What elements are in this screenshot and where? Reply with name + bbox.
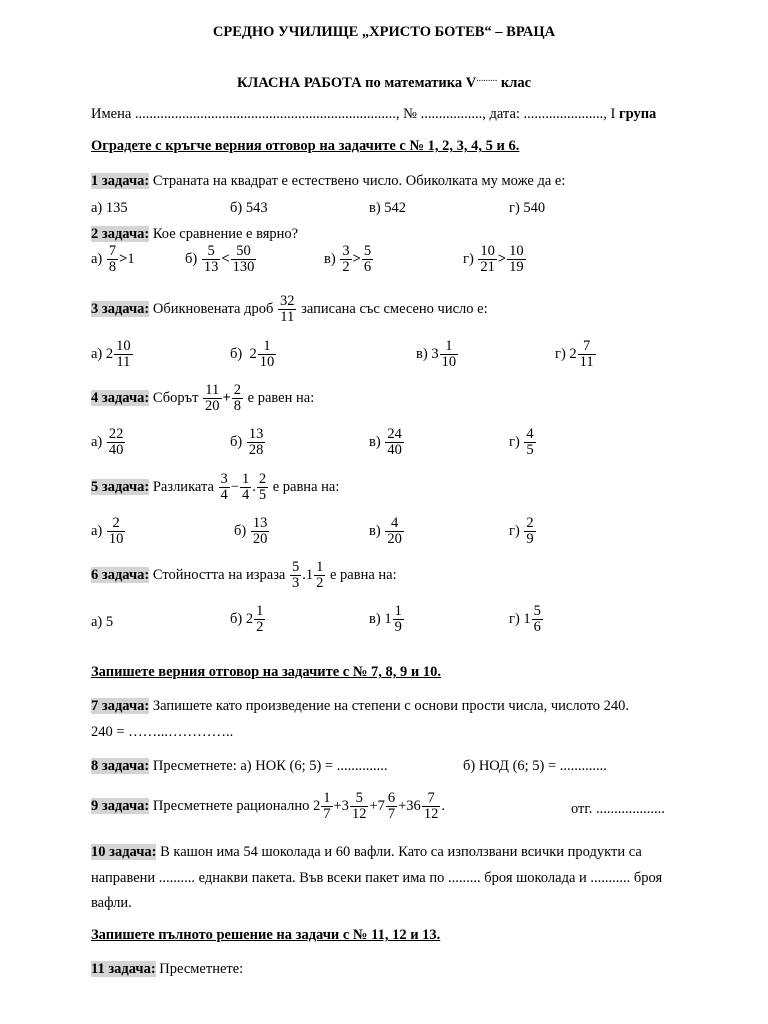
fraction: [278, 294, 297, 325]
text-run: .: [302, 567, 306, 584]
task-label: 5 задача:: [91, 479, 150, 496]
task-8-part-b: б) НОД (6; 5) = .............: [463, 758, 607, 774]
fraction: [254, 604, 265, 635]
denominator: 10: [259, 354, 275, 371]
numerator: 1: [394, 603, 402, 619]
fraction: [258, 339, 277, 370]
task-10-line-1: [91, 844, 642, 861]
task-4-question: [91, 383, 314, 414]
fraction: [232, 383, 243, 414]
numerator: 5: [533, 603, 541, 619]
fraction: [362, 244, 373, 275]
numerator: 10: [509, 243, 524, 259]
denominator: 21: [480, 259, 495, 276]
task-5-option-a: [91, 516, 126, 547]
fraction: [440, 339, 459, 370]
numerator: 22: [108, 426, 124, 442]
text-run: Запишете като произведение на степени с основи прости числа, числото 240.: [149, 698, 630, 714]
numerator: 7: [422, 791, 441, 807]
denominator: 9: [526, 531, 534, 548]
denominator: 6: [363, 259, 372, 276]
fraction: [107, 427, 126, 458]
task-label: 3 задача:: [91, 301, 150, 318]
denominator: 11: [579, 354, 594, 371]
fraction: [578, 339, 596, 370]
text-run: в): [324, 251, 336, 268]
task-label: 7 задача:: [91, 698, 150, 714]
denominator: 2: [342, 259, 350, 276]
denominator: 5: [526, 442, 534, 459]
text-run: в): [369, 434, 381, 451]
fraction: [314, 560, 325, 591]
numerator: 11: [203, 383, 222, 399]
task-label: 1 задача:: [91, 173, 150, 189]
section-heading-1: Оградете с кръгче верния отговор на задачите с № 1, 2, 3, 4, 5 и 6.: [91, 138, 520, 154]
fraction: [321, 791, 332, 822]
denominator: 20: [205, 398, 220, 415]
numerator: 1: [258, 339, 277, 355]
text-run: Страната на квадрат е естествено число. Обиколката му може да е:: [149, 173, 566, 189]
denominator: 12: [351, 806, 367, 823]
task-1-option-c: в) 542: [369, 200, 407, 216]
text-run: 3: [431, 346, 439, 363]
task-3-option-c: [416, 339, 459, 370]
school-name: СРЕДНО УЧИЛИЩЕ „ХРИСТО БОТЕВ“ – ВРАЦА: [212, 24, 556, 40]
task-4-option-b: [230, 427, 266, 458]
text-run: Стойността на израза: [149, 567, 289, 584]
denominator: 40: [108, 442, 124, 459]
task-2-option-a: [91, 244, 135, 275]
numerator: 32: [279, 293, 295, 309]
numerator: 2: [107, 516, 126, 532]
task-5-option-b: [234, 516, 270, 547]
denominator: 9: [394, 619, 402, 636]
task-label: 10 задача:: [91, 844, 157, 860]
fraction: [393, 604, 404, 635]
denominator: 11: [116, 354, 131, 371]
fraction: [385, 516, 404, 547]
text-run: .: [441, 798, 445, 815]
fraction: [524, 427, 535, 458]
task-4-option-c: [369, 427, 405, 458]
numerator: 1: [316, 559, 324, 575]
numerator: 3: [220, 471, 228, 487]
fraction: [219, 472, 230, 503]
denominator: 19: [509, 259, 524, 276]
numerator: 2: [526, 515, 534, 531]
text-run: в): [369, 611, 381, 628]
numerator: 6: [387, 790, 396, 806]
task-11-question: [91, 961, 243, 978]
text-run: а): [91, 523, 103, 540]
text-run: Пресметнете рационално: [149, 798, 313, 815]
numerator: 50: [231, 244, 257, 260]
denominator: 4: [241, 487, 250, 504]
task-6-option-b: [230, 604, 266, 635]
text-run: Обикновената дроб: [149, 301, 277, 318]
fraction: [107, 516, 126, 547]
denominator: 12: [423, 806, 439, 823]
task-4-option-a: [91, 427, 126, 458]
numerator: 3: [342, 243, 350, 259]
task-9-question: [91, 791, 445, 822]
text-run: г): [463, 251, 474, 268]
task-5-option-d: [509, 516, 537, 547]
text-run: а): [91, 346, 103, 363]
fraction: [422, 791, 441, 822]
numerator: 1: [241, 471, 250, 487]
fraction: [524, 516, 535, 547]
text-run: а): [91, 251, 103, 268]
numerator: 5: [350, 791, 369, 807]
text-run: В кашон има 54 шоколада и 60 вафли. Като са използвани всички продукти са: [156, 844, 642, 860]
denominator: 4: [220, 487, 228, 504]
task-2-option-b: [185, 244, 257, 275]
task-label: 8 задача:: [91, 758, 150, 774]
numerator: 1: [323, 790, 331, 806]
text-run: 2: [313, 798, 321, 815]
numerator: 4: [385, 516, 404, 532]
fraction: [385, 427, 404, 458]
fraction: [251, 516, 270, 547]
text-run: 2: [249, 346, 257, 363]
fraction: [507, 244, 526, 275]
text-run: г): [509, 523, 520, 540]
numerator: 10: [116, 338, 131, 354]
text-run: г): [509, 434, 520, 451]
text-run: +7: [369, 798, 385, 815]
denominator: 130: [232, 259, 255, 276]
task-1-question: [91, 173, 565, 190]
text-run: е равен на:: [244, 390, 315, 407]
task-5-question: [91, 472, 339, 503]
text-run: б): [230, 611, 243, 628]
text-run: г): [555, 346, 566, 363]
denominator: 10: [441, 354, 457, 371]
text-run: >: [352, 251, 361, 268]
text-run: ………: [476, 75, 498, 84]
worksheet-title: [0, 75, 768, 92]
text-run: Разликата: [149, 479, 218, 496]
task-6-option-d: [509, 604, 544, 635]
numerator: 24: [387, 426, 402, 442]
text-run: 1: [305, 567, 314, 584]
task-3-option-b: [230, 339, 277, 370]
text-run: клас: [497, 75, 532, 91]
denominator: 10: [108, 531, 124, 548]
text-run: +: [222, 390, 231, 407]
numerator: 10: [480, 243, 495, 259]
numerator: 13: [248, 426, 264, 442]
text-run: Имена ........................................................................, № ................., дата: ......................, I: [91, 106, 619, 122]
fraction: [240, 472, 251, 503]
denominator: 2: [256, 619, 264, 636]
task-1-option-d: г) 540: [509, 200, 546, 216]
denominator: 8: [108, 259, 117, 276]
denominator: 40: [387, 442, 402, 459]
numerator: 4: [526, 426, 534, 442]
text-run: 2: [105, 346, 114, 363]
task-7-question: [91, 698, 629, 715]
task-3-question: [91, 294, 488, 325]
numerator: 2: [233, 382, 242, 398]
numerator: 7: [108, 243, 117, 259]
task-10-line-2: направени .......... еднакви пакета. Във всеки пакет има по ......... броя шоколада и ........... броя: [91, 870, 663, 886]
task-4-option-d: [509, 427, 537, 458]
fraction: [478, 244, 497, 275]
text-run: КЛАСНА РАБОТА по математика V: [236, 75, 477, 91]
task-3-option-d: [555, 339, 597, 370]
denominator: 20: [387, 531, 402, 548]
fraction: [203, 383, 222, 414]
task-label: 6 задача:: [91, 567, 150, 584]
text-run: 2: [569, 346, 577, 363]
fraction: [114, 339, 133, 370]
section-heading-2: Запишете верния отговор на задачите с № 7, 8, 9 и 10.: [91, 664, 442, 680]
task-1-option-b: б) 543: [230, 200, 268, 216]
numerator: 5: [202, 244, 221, 260]
text-run: записана със смесено число е:: [297, 301, 488, 318]
task-5-option-c: [369, 516, 405, 547]
fraction: [290, 560, 301, 591]
task-2-option-c: [324, 244, 374, 275]
task-label: 11 задача:: [91, 961, 156, 977]
text-run: .: [252, 479, 256, 496]
text-run: +36: [398, 798, 421, 815]
task-10-line-3: вафли.: [91, 895, 132, 911]
denominator: 5: [258, 487, 267, 504]
text-run: 2: [245, 611, 254, 628]
fraction: [532, 604, 543, 635]
denominator: 11: [280, 309, 295, 326]
text-run: в): [416, 346, 428, 363]
text-run: −: [230, 479, 239, 496]
text-run: Пресметнете:: [155, 961, 244, 977]
task-7-answer-line: 240 = ……...…………..: [91, 724, 234, 740]
section-heading-3: Запишете пълното решение на задачи с № 11, 12 и 13.: [91, 927, 441, 943]
task-label: 4 задача:: [91, 390, 150, 407]
fraction: [257, 472, 268, 503]
text-run: б): [185, 251, 198, 268]
task-2-option-d: [463, 244, 527, 275]
denominator: 6: [533, 619, 541, 636]
student-info-line: [91, 106, 656, 123]
text-run: >: [119, 251, 128, 268]
task-9-answer: отг. ...................: [571, 801, 665, 817]
task-1-option-a: а) 135: [91, 200, 128, 216]
text-run: 1: [384, 611, 392, 628]
text-run: е равна на:: [269, 479, 340, 496]
text-run: г): [509, 611, 520, 628]
text-run: а): [91, 434, 103, 451]
text-run: <: [221, 251, 230, 268]
task-label: 9 задача:: [91, 798, 150, 815]
numerator: 2: [258, 471, 267, 487]
numerator: 1: [256, 603, 264, 619]
text-run: е равна на:: [326, 567, 397, 584]
task-label: 2 задача:: [91, 226, 150, 242]
text-run: >: [497, 251, 507, 268]
numerator: 13: [252, 515, 268, 531]
fraction: [247, 427, 266, 458]
task-8-question: [91, 758, 388, 775]
fraction: [386, 791, 397, 822]
text-run: +3: [333, 798, 349, 815]
numerator: 5: [363, 243, 372, 259]
numerator: 7: [578, 339, 596, 355]
text-run: 1: [127, 251, 135, 268]
text-run: б): [234, 523, 247, 540]
denominator: 8: [233, 398, 242, 415]
text-run: 1: [523, 611, 531, 628]
text-run: б): [230, 346, 243, 363]
text-run: в): [369, 523, 381, 540]
task-6-question: [91, 560, 397, 591]
text-run: група: [618, 106, 657, 122]
fraction: [202, 244, 221, 275]
text-run: Пресметнете: а) НОК (6; 5) = ..............: [149, 758, 388, 774]
text-run: Сборът: [149, 390, 203, 407]
denominator: 20: [252, 531, 268, 548]
denominator: 7: [323, 806, 331, 823]
numerator: 5: [291, 559, 300, 575]
fraction: [340, 244, 351, 275]
fraction: [350, 791, 369, 822]
fraction: [231, 244, 257, 275]
fraction: [107, 244, 118, 275]
text-run: б): [230, 434, 243, 451]
task-6-option-c: [369, 604, 405, 635]
numerator: 1: [440, 339, 459, 355]
task-2-question: [91, 226, 298, 243]
denominator: 3: [291, 575, 300, 592]
denominator: 28: [248, 442, 264, 459]
denominator: 13: [203, 259, 219, 276]
text-run: Кое сравнение е вярно?: [149, 226, 299, 242]
denominator: 7: [387, 806, 396, 823]
task-6-option-a: а) 5: [91, 614, 114, 630]
task-3-option-a: [91, 339, 134, 370]
denominator: 2: [316, 575, 324, 592]
